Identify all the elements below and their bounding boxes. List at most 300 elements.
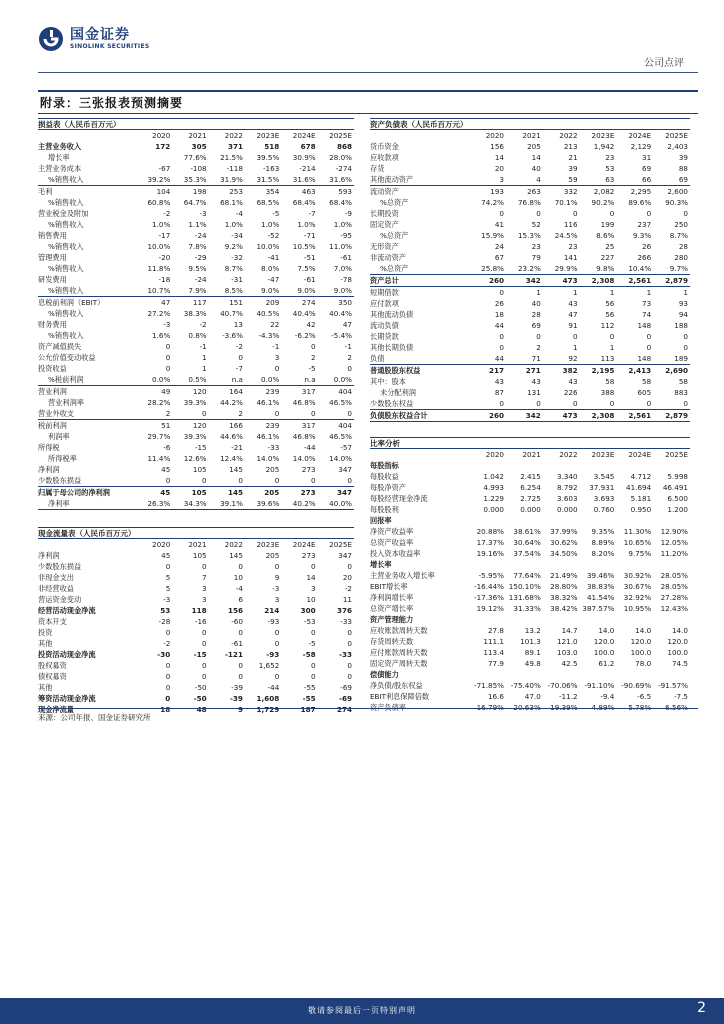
cell-value: 237 [637, 220, 652, 229]
cell-value: 30.92% [623, 571, 652, 580]
cell-value: 0 [469, 398, 506, 410]
cell-value: -3.6% [222, 331, 243, 340]
row-label: 财务费用 [38, 320, 67, 329]
cell-value: 2,561 [616, 275, 653, 287]
cell-value: 0 [202, 562, 207, 571]
cell-value: 5 [165, 573, 171, 582]
table-row [38, 498, 354, 510]
table-row [370, 636, 690, 647]
cell-value: 0.760 [593, 505, 615, 514]
row-label: 归属于母公司的净利润 [38, 488, 110, 497]
row-label: 长期贷款 [370, 332, 399, 341]
cell-value: n.a [209, 374, 245, 386]
cell-value [506, 614, 543, 625]
row-label: 净负债/股东权益 [370, 681, 423, 690]
cell-value [653, 614, 690, 625]
cell-value: 131 [527, 388, 541, 397]
cell-value: 27.28% [660, 593, 688, 602]
cell-value: 2,561 [616, 410, 653, 422]
table-row [38, 453, 354, 464]
cell-value: 39.1% [209, 498, 245, 510]
table-row [370, 320, 690, 331]
row-label: 资产负债率 [370, 703, 406, 712]
cell-value: 1,652 [258, 661, 280, 670]
row-label: 流动负债 [370, 321, 399, 330]
document-type: 公司点评 [644, 58, 684, 69]
cell-value: 317 [301, 421, 316, 430]
row-label: 每股经营现金净流 [370, 494, 428, 503]
row-label: 资产管理能力 [370, 615, 414, 624]
cell-value: -3 [199, 209, 207, 218]
cell-value: 116 [563, 220, 578, 229]
header-blank [370, 130, 469, 141]
cashflow-table [38, 539, 354, 715]
row-label: 固定资产 [370, 220, 399, 229]
row-label: 应付款项 [370, 299, 399, 308]
cell-value: 0 [609, 209, 615, 218]
table-row [38, 252, 354, 263]
cell-value: 273 [300, 488, 316, 497]
cell-value: -2 [344, 584, 352, 593]
cell-value: 473 [543, 275, 580, 287]
cell-value: 0.8% [188, 331, 207, 340]
cell-value: 120 [192, 421, 207, 430]
row-label: 少数股东权益 [370, 398, 469, 410]
cell-value: -69 [339, 694, 352, 703]
cell-value: -11.2 [558, 692, 578, 701]
cell-value: 14.0% [256, 454, 280, 463]
cell-value: -7 [235, 364, 243, 373]
cell-value: 10.5% [292, 242, 316, 251]
cell-value: 0 [347, 639, 352, 648]
cell-value: 21.49% [550, 571, 578, 580]
row-label: %销售收入 [48, 309, 84, 318]
cell-value: 227 [600, 253, 615, 262]
cell-value: 74.5 [671, 659, 688, 668]
cell-value: 0 [165, 364, 171, 373]
cell-value: 11.8% [147, 264, 171, 273]
cell-value: 58 [642, 377, 652, 386]
table-row [38, 605, 354, 616]
cell-value: 38.83% [586, 582, 615, 591]
cell-value: 28 [531, 310, 541, 319]
cell-value: 31.6% [281, 174, 317, 186]
cell-value [506, 669, 543, 680]
cell-value: 44.6% [220, 432, 243, 441]
cell-value: 30.64% [513, 538, 541, 547]
cell-value: 49 [161, 387, 171, 396]
cell-value: 34.3% [172, 498, 208, 510]
cell-value: 21 [568, 153, 578, 162]
cell-value: 24.5% [554, 231, 578, 240]
cell-value: 5.181 [630, 494, 652, 503]
cell-value: 342 [506, 275, 543, 287]
cell-value: 5.998 [667, 472, 688, 481]
cell-value: 7.9% [172, 285, 208, 297]
table-row [38, 583, 354, 594]
table-row [370, 625, 690, 636]
cell-value: 25.8% [469, 263, 506, 275]
cell-value: 32.92% [623, 593, 652, 602]
cell-value: -61 [340, 253, 352, 262]
cell-value: 53 [160, 606, 171, 615]
cell-value: 205 [527, 142, 541, 151]
row-label: 其他长期负债 [370, 343, 414, 352]
cell-value: 20 [494, 164, 504, 173]
header-divider [38, 72, 698, 73]
cell-value: 0 [499, 343, 504, 352]
cell-value: 46.1% [256, 398, 280, 407]
cell-value: 9.5% [188, 264, 207, 273]
cell-value: 30.62% [550, 538, 578, 547]
table-row [370, 353, 690, 365]
cell-value: -7 [308, 209, 316, 218]
cell-value: 113 [580, 353, 617, 365]
table-row [370, 410, 690, 422]
row-label: 债权募资 [38, 672, 67, 681]
cell-value: 87 [494, 388, 504, 397]
table-row [370, 287, 690, 299]
cell-value: -3 [163, 320, 171, 329]
cell-value: 0 [202, 628, 207, 637]
cell-value: 260 [469, 410, 506, 422]
cell-value: 39.3% [183, 432, 207, 441]
cell-value: 198 [192, 187, 207, 196]
ratio-analysis-title: 比率分析 [370, 437, 690, 449]
cell-value [653, 460, 690, 471]
cell-value: 70.1% [554, 198, 578, 207]
cell-value: 46.8% [292, 432, 316, 441]
row-label: 利润率 [48, 432, 70, 441]
cell-value: 0 [347, 628, 352, 637]
cell-value [616, 614, 653, 625]
cell-value: -55 [303, 683, 316, 692]
table-row [370, 174, 690, 186]
cell-value: 38.42% [550, 604, 578, 613]
cell-value: 188 [674, 321, 688, 330]
cell-value: 28.2% [147, 398, 171, 407]
cell-value: -69 [340, 683, 352, 692]
cell-value: -33 [340, 617, 352, 626]
cell-value: 253 [229, 187, 243, 196]
year-header: 2022 [224, 540, 243, 549]
cell-value: 371 [227, 142, 243, 151]
cell-value: 20 [342, 573, 352, 582]
cell-value: 678 [300, 142, 316, 151]
cell-value: -70.06% [547, 681, 578, 690]
cell-value: 3 [274, 353, 280, 362]
year-header-row [370, 449, 690, 460]
cell-value: 6.500 [667, 494, 688, 503]
cell-value: 28.05% [660, 571, 688, 580]
cell-value: 342 [506, 410, 543, 422]
cell-value: -5 [272, 209, 280, 218]
row-label: 其他 [38, 639, 53, 648]
row-label: 每股股利 [370, 505, 399, 514]
cell-value: 145 [229, 551, 243, 560]
cell-value: 56 [605, 310, 615, 319]
cell-value: -16 [194, 617, 207, 626]
brand-logo [38, 26, 149, 52]
table-row [370, 548, 690, 559]
cell-value: 1 [202, 353, 207, 362]
table-row [38, 475, 354, 487]
cell-value: 13 [233, 320, 243, 329]
row-label: 固定资产周转天数 [370, 659, 428, 668]
cell-value: 0 [536, 209, 541, 218]
cell-value: 18 [160, 705, 171, 714]
cell-value: 45 [161, 465, 171, 474]
cell-value: 9.8% [580, 263, 617, 275]
cell-value: 0.000 [557, 505, 578, 514]
row-label: 现金净流量 [38, 705, 74, 714]
cell-value: 47 [568, 310, 578, 319]
year-header: 2025E [329, 131, 352, 140]
cell-value: 7 [202, 573, 207, 582]
cell-value: 376 [336, 606, 352, 615]
cell-value: 1.042 [483, 472, 504, 481]
cell-value: -50 [194, 683, 207, 692]
table-row [38, 572, 354, 583]
cell-value: -33 [267, 443, 280, 452]
cell-value: 10 [306, 595, 316, 604]
cell-value: 0 [172, 475, 208, 487]
cell-value: 151 [229, 298, 243, 307]
cell-value: 271 [525, 366, 541, 375]
cell-value: 14 [306, 573, 316, 582]
row-label: 营运资金变动 [38, 595, 82, 604]
cell-value: 5.78% [628, 703, 652, 712]
cell-value: 3 [469, 174, 506, 186]
table-row [370, 680, 690, 691]
row-label: 税前利润 [38, 421, 67, 430]
cell-value: 205 [264, 488, 280, 497]
row-label: EBIT利息保障倍数 [370, 692, 430, 701]
cell-value: -58 [302, 650, 316, 659]
row-label: 存货 [370, 164, 385, 173]
cell-value: -9.4 [600, 692, 615, 701]
row-label: 净利润 [38, 551, 60, 560]
row-label: 流动资产 [370, 187, 399, 196]
cell-value [506, 559, 543, 570]
cell-value: 40 [531, 164, 541, 173]
row-label: 少数股东损益 [38, 562, 82, 571]
cell-value: 172 [155, 142, 171, 151]
table-row [38, 682, 354, 693]
table-row [38, 341, 354, 352]
cell-value: 0.0% [136, 374, 172, 386]
cell-value: -91.57% [658, 681, 688, 690]
table-row [370, 504, 690, 515]
cell-value: 26 [642, 242, 652, 251]
cell-value: -28 [158, 617, 171, 626]
cell-value: 14 [494, 153, 504, 162]
cell-value: -61 [231, 639, 243, 648]
row-label: 总资产收益率 [370, 538, 414, 547]
year-header: 2020 [152, 540, 171, 549]
cell-value: 1 [573, 343, 578, 352]
row-label: %销售收入 [38, 285, 136, 297]
cell-value: 49.8 [524, 659, 541, 668]
table-row [370, 219, 690, 230]
cell-value: 89.1 [524, 648, 541, 657]
cell-value: 1.1% [188, 220, 207, 229]
cell-value: -18 [158, 275, 171, 284]
cell-value: 0 [238, 628, 243, 637]
cell-value: 117 [192, 298, 207, 307]
cell-value: 21.5% [220, 153, 243, 162]
row-label: 所得税率 [48, 454, 77, 463]
cell-value: 17.37% [476, 538, 504, 547]
cell-value: 27.2% [147, 309, 171, 318]
cell-value: 10.95% [623, 604, 652, 613]
cell-value: -44 [303, 443, 316, 452]
row-label: 偿债能力 [370, 670, 399, 679]
table-row [38, 627, 354, 638]
table-row [38, 208, 354, 219]
cell-value: 42.5 [561, 659, 578, 668]
cell-value: 0 [245, 475, 281, 487]
cell-value: 14.7 [561, 626, 578, 635]
page-header [38, 26, 698, 69]
cell-value: 11 [342, 595, 352, 604]
cell-value: 2,082 [593, 187, 615, 196]
cell-value: 53 [605, 164, 615, 173]
cell-value: 58 [605, 377, 615, 386]
cell-value: 39.3% [183, 398, 207, 407]
cell-value: 42 [306, 320, 316, 329]
cell-value: 332 [563, 187, 578, 196]
cell-value [543, 515, 580, 526]
cell-value: 94 [678, 310, 688, 319]
cell-value: 1 [683, 288, 688, 297]
page-number: 2 [697, 1000, 706, 1016]
cell-value: 0 [683, 332, 688, 341]
cell-value: 0.000 [520, 505, 541, 514]
cell-value: 0 [209, 475, 245, 487]
table-row [38, 561, 354, 572]
cell-value: 44.2% [220, 398, 243, 407]
table-row [370, 197, 690, 208]
cell-value: 3.545 [593, 472, 615, 481]
cell-value: 0.5% [172, 374, 208, 386]
cell-value: 47 [161, 298, 171, 307]
cell-value: 0 [573, 209, 578, 218]
cell-value: 100.0 [630, 648, 652, 657]
row-label: 应付账款周转天数 [370, 648, 428, 657]
cell-value: 113.4 [483, 648, 504, 657]
row-label: 少数股东损益 [38, 475, 136, 487]
cell-value: 16.79% [476, 703, 504, 712]
cell-value: 2 [209, 408, 245, 420]
cell-value: 0 [165, 694, 171, 703]
row-label: 销售费用 [38, 231, 67, 240]
cell-value: 0 [202, 672, 207, 681]
cell-value: 28.05% [660, 582, 688, 591]
cell-value: 205 [265, 551, 280, 560]
table-row [370, 252, 690, 263]
cell-value [469, 614, 506, 625]
year-header: 2021 [188, 131, 207, 140]
cell-value: 46.5% [329, 398, 352, 407]
row-label: %销售收入 [48, 198, 84, 207]
year-header: 2023E [591, 131, 615, 140]
row-label: 主营业务成本 [38, 164, 82, 173]
cell-value: -33 [339, 650, 352, 659]
cell-value: 40.2% [281, 498, 317, 510]
cell-value: 46.8% [292, 398, 316, 407]
logo-mark-icon [38, 26, 64, 52]
cell-value: 263 [527, 187, 541, 196]
table-row [370, 691, 690, 702]
cell-value: 1.200 [667, 505, 688, 514]
cell-value: 300 [300, 606, 316, 615]
cell-value: 5 [165, 584, 171, 593]
cell-value: -90.69% [621, 681, 652, 690]
cell-value: 118 [191, 606, 207, 615]
table-row [370, 603, 690, 614]
table-row [370, 460, 690, 471]
table-row [38, 330, 354, 341]
cell-value: 593 [338, 187, 352, 196]
cell-value: 217 [488, 366, 504, 375]
cell-value: 4 [506, 174, 543, 186]
table-row [38, 464, 354, 475]
cell-value: 68.5% [256, 198, 280, 207]
cell-value: -118 [226, 164, 243, 173]
cell-value [580, 669, 617, 680]
cell-value: -71.85% [473, 681, 504, 690]
table-row [38, 397, 354, 408]
table-row [38, 219, 354, 230]
cell-value: 0 [202, 639, 207, 648]
cell-value: -67 [158, 164, 171, 173]
table-row [370, 241, 690, 252]
cell-value: 274 [336, 705, 352, 714]
cell-value: 9.0% [245, 285, 281, 297]
cell-value: 14.0% [292, 454, 316, 463]
cell-value: 0 [165, 683, 171, 692]
cell-value: 0 [165, 342, 171, 351]
row-label: 长期投资 [370, 209, 399, 218]
cell-value: 120.0 [667, 637, 688, 646]
cell-value: 350 [338, 298, 352, 307]
cell-value [580, 559, 617, 570]
cell-value: 0 [646, 343, 652, 352]
cell-value: 0 [646, 209, 652, 218]
row-label: 资产减值损失 [38, 342, 82, 351]
table-row [370, 559, 690, 570]
cell-value: -274 [335, 164, 352, 173]
cell-value: 347 [338, 551, 352, 560]
cell-value: 0 [311, 661, 316, 670]
cell-value: 239 [265, 421, 280, 430]
cell-value [543, 460, 580, 471]
cell-value: 14.0 [635, 626, 652, 635]
cell-value: 1 [202, 364, 207, 373]
cell-value: 69 [531, 321, 541, 330]
cell-value: 1.0% [333, 220, 352, 229]
table-row [38, 386, 354, 398]
cell-value: 1 [609, 288, 615, 297]
cell-value: -6 [163, 443, 171, 452]
cell-value: 12.05% [660, 538, 688, 547]
cell-value: 2,308 [580, 275, 617, 287]
table-row [370, 658, 690, 669]
table-row [370, 493, 690, 504]
cell-value: 2 [136, 408, 172, 420]
cell-value: 40.7% [220, 309, 243, 318]
